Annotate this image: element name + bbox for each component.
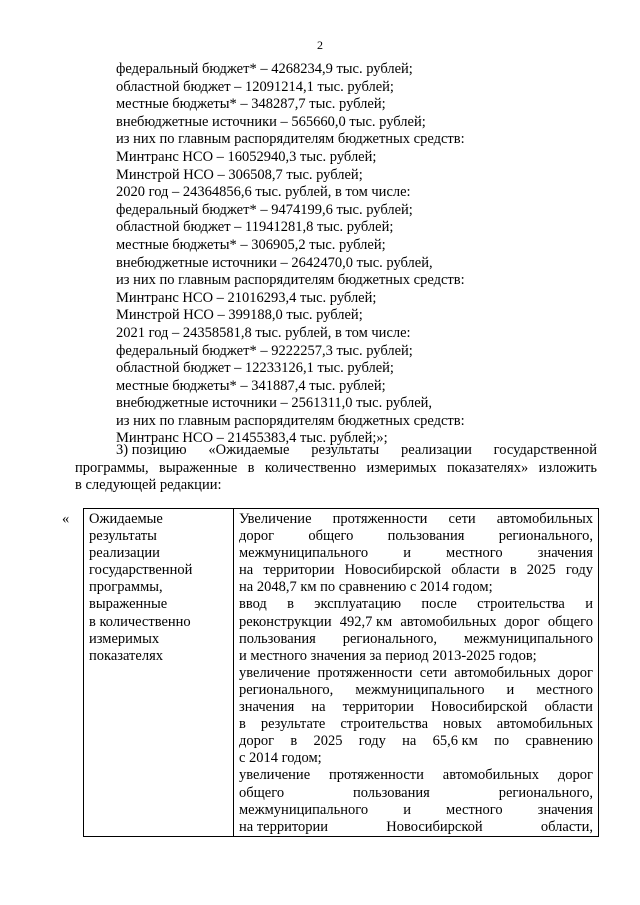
table-content-word: автомобильных [496,511,593,527]
table-content-word: эксплуатацию [314,596,402,613]
table-label-line: Ожидаемые [89,511,163,527]
table-content-line [239,562,593,579]
table-content-line: на 2048,7 км по сравнению с 2014 годом; [239,579,493,596]
table-content-word: автомобильных [442,767,539,784]
table-content-word: году [358,733,386,750]
paragraph-word: измеримых [366,459,437,476]
budget-line: Минтранс НСО – 21016293,4 тыс. рублей; [116,289,377,306]
paragraph-word: показателях» [446,459,529,476]
table-content-word: 65,6 км [432,733,478,750]
table-label-line: результаты [89,528,157,545]
table-content-word: дорог [239,528,275,545]
budget-line: 2020 год – 24364856,6 тыс. рублей, в том числе: [116,184,411,201]
table-content-word: территории [342,699,414,716]
table-label-line: выраженные [89,596,168,613]
table-content-word: Увеличение [239,511,312,527]
table-content-word: в [290,733,298,750]
paragraph-line-1 [75,442,597,460]
budget-line: из них по главным распорядителям бюджетных средств: [116,272,465,289]
budget-line: федеральный бюджет* – 9474199,6 тыс. рублей; [116,201,413,218]
table-content-word: Новосибирской [386,818,483,835]
budget-line: внебюджетные источники – 565660,0 тыс. рублей; [116,113,426,130]
table-content-word: на территории [239,818,329,835]
paragraph-word: результаты [311,442,380,458]
table-content-line [239,528,593,545]
budget-lines-block [116,61,596,448]
table-content-word: по [494,733,510,750]
table-content-word: значения [239,699,295,716]
paragraph-line-2 [75,460,597,478]
table-content-word: увеличение [239,664,311,681]
table-content-word: результате [260,716,326,733]
paragraph-word: выраженные [159,459,238,476]
table-content-line [239,665,593,682]
budget-line: областной бюджет – 12233126,1 тыс. рублей; [116,360,394,377]
table-content-word: и [506,681,515,698]
budget-line: из них по главным распорядителям бюджетных средств: [116,131,465,148]
budget-line: местные бюджеты* – 341887,4 тыс. рублей; [116,377,386,394]
table-content-word: регионального, [239,681,334,698]
opening-quote-mark: « [62,511,70,527]
table-content-word: строительства [477,596,565,613]
table-content-word: автомобильных [454,664,551,681]
table-content-word: области, [540,818,593,835]
paragraph-word: программы, [75,459,149,476]
table-content-word: на [239,562,254,579]
paragraph-word: количественно [264,459,357,476]
expected-results-table [83,508,599,837]
budget-line: Минстрой НСО – 306508,7 тыс. рублей; [116,166,363,183]
table-content-word: 2025 [526,562,556,579]
table-content-word: межмуниципального [239,545,369,562]
table-content-word: в [287,596,294,613]
budget-line: из них по главным распорядителям бюджетных средств: [116,412,465,429]
table-content-word: строительства [340,716,429,733]
table-content-word: дорог [557,767,593,784]
table-content-word: сравнению [525,733,593,750]
table-content-word: области [544,699,593,716]
table-content-line [239,682,593,699]
table-content-line [239,511,593,528]
table-content-word: после [421,596,457,613]
table-content-word: дорог [504,613,540,630]
page-number: 2 [317,38,323,52]
table-content-cell [234,509,599,837]
table-label-line: государственной [89,562,193,579]
table-content-word: 492,7 км [339,613,393,630]
budget-line: областной бюджет – 12091214,1 тыс. рублей; [116,78,394,95]
paragraph-word: «Ожидаемые [208,442,290,458]
table-content-word: увеличение [239,767,311,784]
table-label-line: программы, [89,579,163,596]
paragraph-word: 3) позицию [116,442,187,458]
table-content-word: реконструкции [239,613,332,630]
table-content-word: пользования [352,784,430,801]
table-content-line [239,802,593,819]
table-content-word: новых [442,716,482,733]
table-label-line: в количественно [89,613,191,630]
table-content-word: на [402,733,417,750]
table-content-word: сети [448,511,476,527]
table-content-word: значения [537,545,593,562]
table-content-word: местного [446,801,503,818]
table-content-word: межмуниципального [463,630,593,647]
budget-line: внебюджетные источники – 2642470,0 тыс. рублей, [116,254,433,271]
table-content-word: регионального, [498,784,593,801]
budget-line: федеральный бюджет* – 9222257,3 тыс. рублей; [116,342,413,359]
table-content-line [239,699,593,716]
table-content-word: Новосибирской [344,562,442,579]
budget-line: областной бюджет – 11941281,8 тыс. рублей; [116,219,394,236]
table-content-line [239,767,593,784]
table-label-line: показателях [89,647,163,664]
table-content-word: общего [239,784,285,801]
table-content-word: пользования [387,528,465,545]
paragraph-word: в [247,459,255,476]
table-content-word: общего [547,613,593,630]
paragraph-line-3: в следующей редакции: [75,477,222,494]
table-content-word: автомобильных [496,716,593,733]
table-content-word: территории [263,562,335,579]
table-content-word: 2025 [313,733,343,750]
table-content-word: местного [536,681,593,698]
table-content-word: сети [419,664,447,681]
table-content-line [239,545,593,562]
budget-line: местные бюджеты* – 348287,7 тыс. рублей; [116,96,386,113]
amendment-paragraph [75,442,597,495]
table-content-word: Новосибирской [430,699,528,716]
table-content-word: пользования [239,630,316,647]
table-content-word: местного [446,545,503,562]
table-content-line [239,785,593,802]
table-content-word: ввод [239,596,267,613]
paragraph-word: изложить [538,459,597,476]
table-content-word: дорог [557,664,593,681]
budget-line: федеральный бюджет* – 4268234,9 тыс. рублей; [116,61,413,77]
table-content-line [239,716,593,733]
table-label-line: измеримых [89,630,160,647]
table-content-word: и [403,801,411,818]
table-content-line [239,614,593,631]
table-content-word: и [585,596,593,613]
table-content-line [239,631,593,648]
table-content-word: автомобильных [400,613,497,630]
budget-line: 2021 год – 24358581,8 тыс. рублей, в том числе: [116,324,411,341]
table-content-word: протяженности [332,511,428,527]
table-content-line: и местного значения за период 2013-2025 годов; [239,647,537,664]
table-label-cell [84,509,234,837]
budget-line: местные бюджеты* – 306905,2 тыс. рублей; [116,236,386,253]
table-content-word: протяженности [329,767,424,784]
table-content-line [239,819,593,836]
table-content-word: и [403,545,411,562]
table-content-word: межмуниципального [239,801,369,818]
table-content-word: регионального, [342,630,437,647]
budget-line: Минтранс НСО – 21455383,4 тыс. рублей;»; [116,430,388,447]
paragraph-word: реализации [400,442,472,458]
table-content-word: на [311,699,326,716]
table-content-word: году [565,562,593,579]
table-content-word: протяженности [317,664,413,681]
table-content-word: межмуниципального [355,681,485,698]
table-row [84,509,599,837]
table-content-word: общего [308,528,354,545]
table-content-word: в [509,562,517,579]
table-content-word: регионального, [498,528,593,545]
budget-line: Минтранс НСО – 16052940,3 тыс. рублей; [116,148,377,165]
budget-line: Минстрой НСО – 399188,0 тыс. рублей; [116,307,363,324]
table-content-word: дорог [239,733,275,750]
table-content-word: значения [537,801,593,818]
table-content-word: в [239,716,246,733]
table-label-line: реализации [89,545,160,562]
paragraph-word: государственной [493,442,597,458]
budget-line: внебюджетные источники – 2561311,0 тыс. рублей, [116,395,433,412]
table-content-line [239,596,593,613]
table-content-line [239,733,593,750]
table-content-word: области [451,562,500,579]
table-content-line: с 2014 годом; [239,750,322,767]
